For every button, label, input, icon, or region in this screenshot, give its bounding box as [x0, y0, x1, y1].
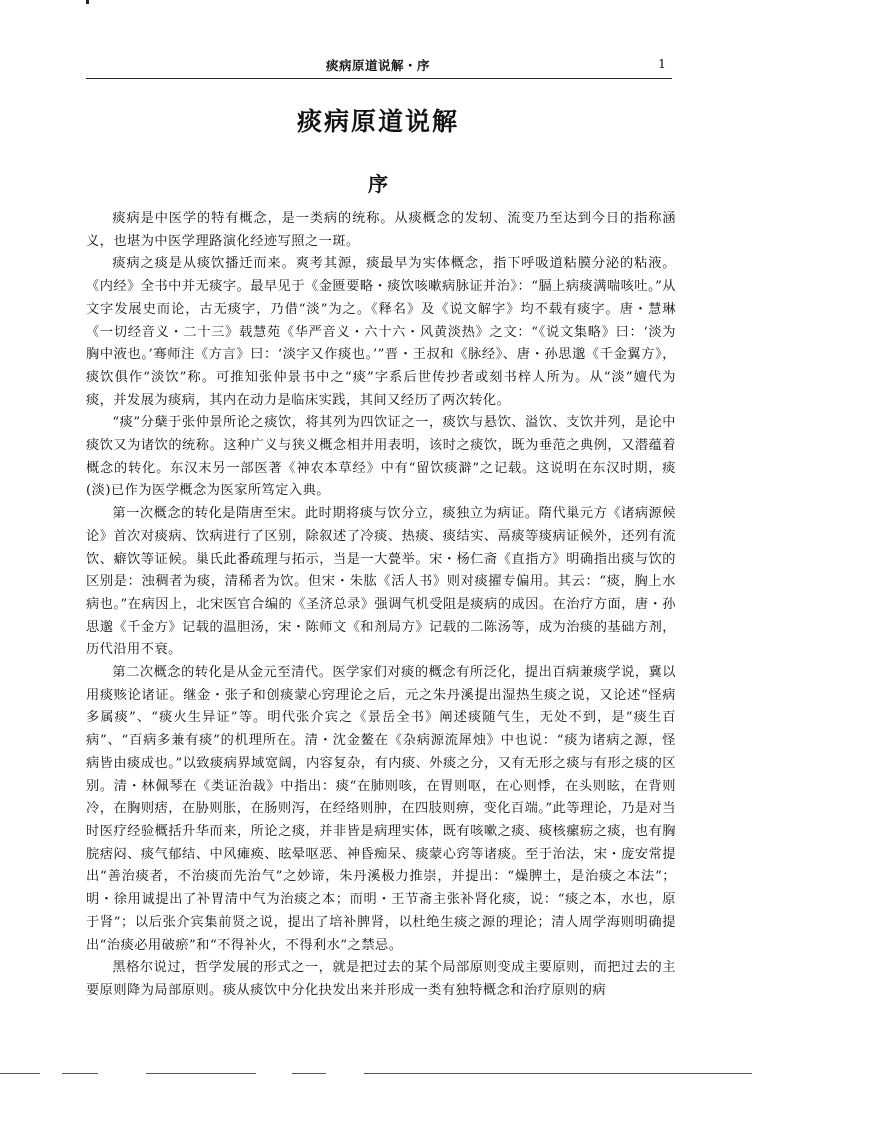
- scan-bottom-line: [0, 1073, 40, 1074]
- body-text: [86, 208, 676, 1003]
- paragraph: 第二次概念的转化是从金元至清代。医学家们对痰的概念有所泛化，提出百病兼痰学说，冀以用痰赅论诸证。继金・张子和创痰蒙心窍理论之后，元之朱丹溪提出湿热生痰之说，又论述“怪病多属痰”、“痰火生异证”等。明代张介宾之《景岳全书》阐述痰随气生，无处不到，是“痰生百病”、“百病多兼有痰”的机理所在。清・沈金鳌在《杂病源流犀烛》中也说：“痰为诸病之源，怪病皆由痰成也。”以致痰病界域宽阔，内容复杂，有内痰、外痰之分，又有无形之痰与有形之痰的区别。清・林佩琴在《类证治裁》中指出：痰“在肺则咳，在胃则呕，在心则悸，在头则眩，在背则冷，在胸则痞，在胁则胀，在肠则泻，在经络则肿，在四肢则痹，变化百端。”此等理论，乃是对当时医疗经验概括升华而来，所论之痰，并非皆是病理实体，既有咳嗽之痰、痰核瘰疬之痰，也有胸脘痞闷、痰气郁结、中风瘫痪、眩晕呕恶、神昏痴呆、痰蒙心窍等诸痰。至于治法，宋・庞安常提出“善治痰者，不治痰而先治气”之妙谛，朱丹溪极力推崇，并提出：“燥脾土，是治痰之本法”；明・徐用诚提出了补胃清中气为治痰之本；而明・王节斋主张补肾化痰，说：“痰之本，水也，原于肾”；以后张介宾集前贤之说，提出了培补脾肾，以杜绝生痰之源的理论；清人周学海则明确提出“治痰必用破瘀”和“不得补火，不得利水”之禁忌。: [86, 665, 676, 953]
- paragraph: 黑格尔说过，哲学发展的形式之一，就是把过去的某个局部原则变成主要原则，而把过去的主要原则降为局部原则。痰从痰饮中分化抉发出来并形成一类有独特概念和治疗原则的病: [86, 960, 676, 998]
- section-title: 序: [368, 172, 388, 196]
- running-head: [86, 54, 670, 78]
- scan-bottom-line: [62, 1073, 98, 1074]
- paragraph: 第一次概念的转化是隋唐至宋。此时期将痰与饮分立，痰独立为病证。隋代巢元方《诸病源候论》首次对痰病、饮病进行了区别，除叙述了冷痰、热痰、痰结实、鬲痰等痰病证候外，还列有流饮、癖饮等证候。巢氏此番疏理与拓示，当是一大甍举。宋・杨仁斋《直指方》明确指出痰与饮的区别是：浊稠者为痰，清稀者为饮。但宋・朱肱《活人书》则对痰擢专偏用。其云：“痰，胸上水病也。”在病因上，北宋医官合编的《圣济总录》强调气机受阻是痰病的成因。在治疗方面，唐・孙思邈《千金方》记载的温胆汤，宋・陈师文《和剂局方》记载的二陈汤等，成为治痰的基础方剂，历代沿用不衰。: [86, 506, 676, 658]
- scan-mark: [86, 0, 89, 4]
- running-head-title: 痰病原道说解・序: [325, 58, 430, 73]
- book-title: 痰病原道说解: [296, 107, 459, 136]
- header-rule: [86, 78, 672, 79]
- scan-bottom-line: [146, 1073, 256, 1074]
- paragraph: 痰病是中医学的特有概念，是一类病的统称。从痰概念的发轫、流变乃至达到今日的指称涵义，也堪为中医学理路演化经迹写照之一斑。: [86, 211, 676, 249]
- scan-bottom-line: [292, 1073, 326, 1074]
- page-number: 1: [658, 56, 666, 71]
- paragraph: 痰病之痰是从痰饮播迁而来。爽考其源，痰最早为实体概念，指下呼吸道粘膜分泌的粘液。《内经》全书中并无痰字。最早见于《金匮要略・痰饮咳嗽病脉证并治》：“膈上病痰满喘咳吐。”从文字发展史而论，古无痰字，乃借“淡”为之。《释名》及《说文解字》均不载有痰字。唐・慧琳《一切经音义・二十三》载慧苑《华严音义・六十六・风黄淡热》之文：“《说文集略》曰：‘淡为胸中液也。’骞师注《方言》曰：‘淡字又作痰也。’”晋・王叔和《脉经》、唐・孙思邈《千金翼方》，痰饮俱作“淡饮”称。可推知张仲景书中之“痰”字系后世传抄者或刻书梓人所为。从“淡”嬗代为痰，并发展为痰病，其内在动力是临床实践，其间又经历了两次转化。: [86, 256, 676, 408]
- paragraph: “痰”分蘖于张仲景所论之痰饮，将其列为四饮证之一，痰饮与悬饮、溢饮、支饮并列，是论中痰饮又为诸饮的统称。这种广义与狭义概念相并用表明，该时之痰饮，既为垂范之典例，又潜蕴着概念的转化。东汉末另一部医著《神农本草经》中有“留饮痰澼”之记载。这说明在东汉时期，痰(淡)已作为医学概念为医家所笃定入典。: [86, 415, 676, 499]
- scan-bottom-line: [364, 1073, 752, 1074]
